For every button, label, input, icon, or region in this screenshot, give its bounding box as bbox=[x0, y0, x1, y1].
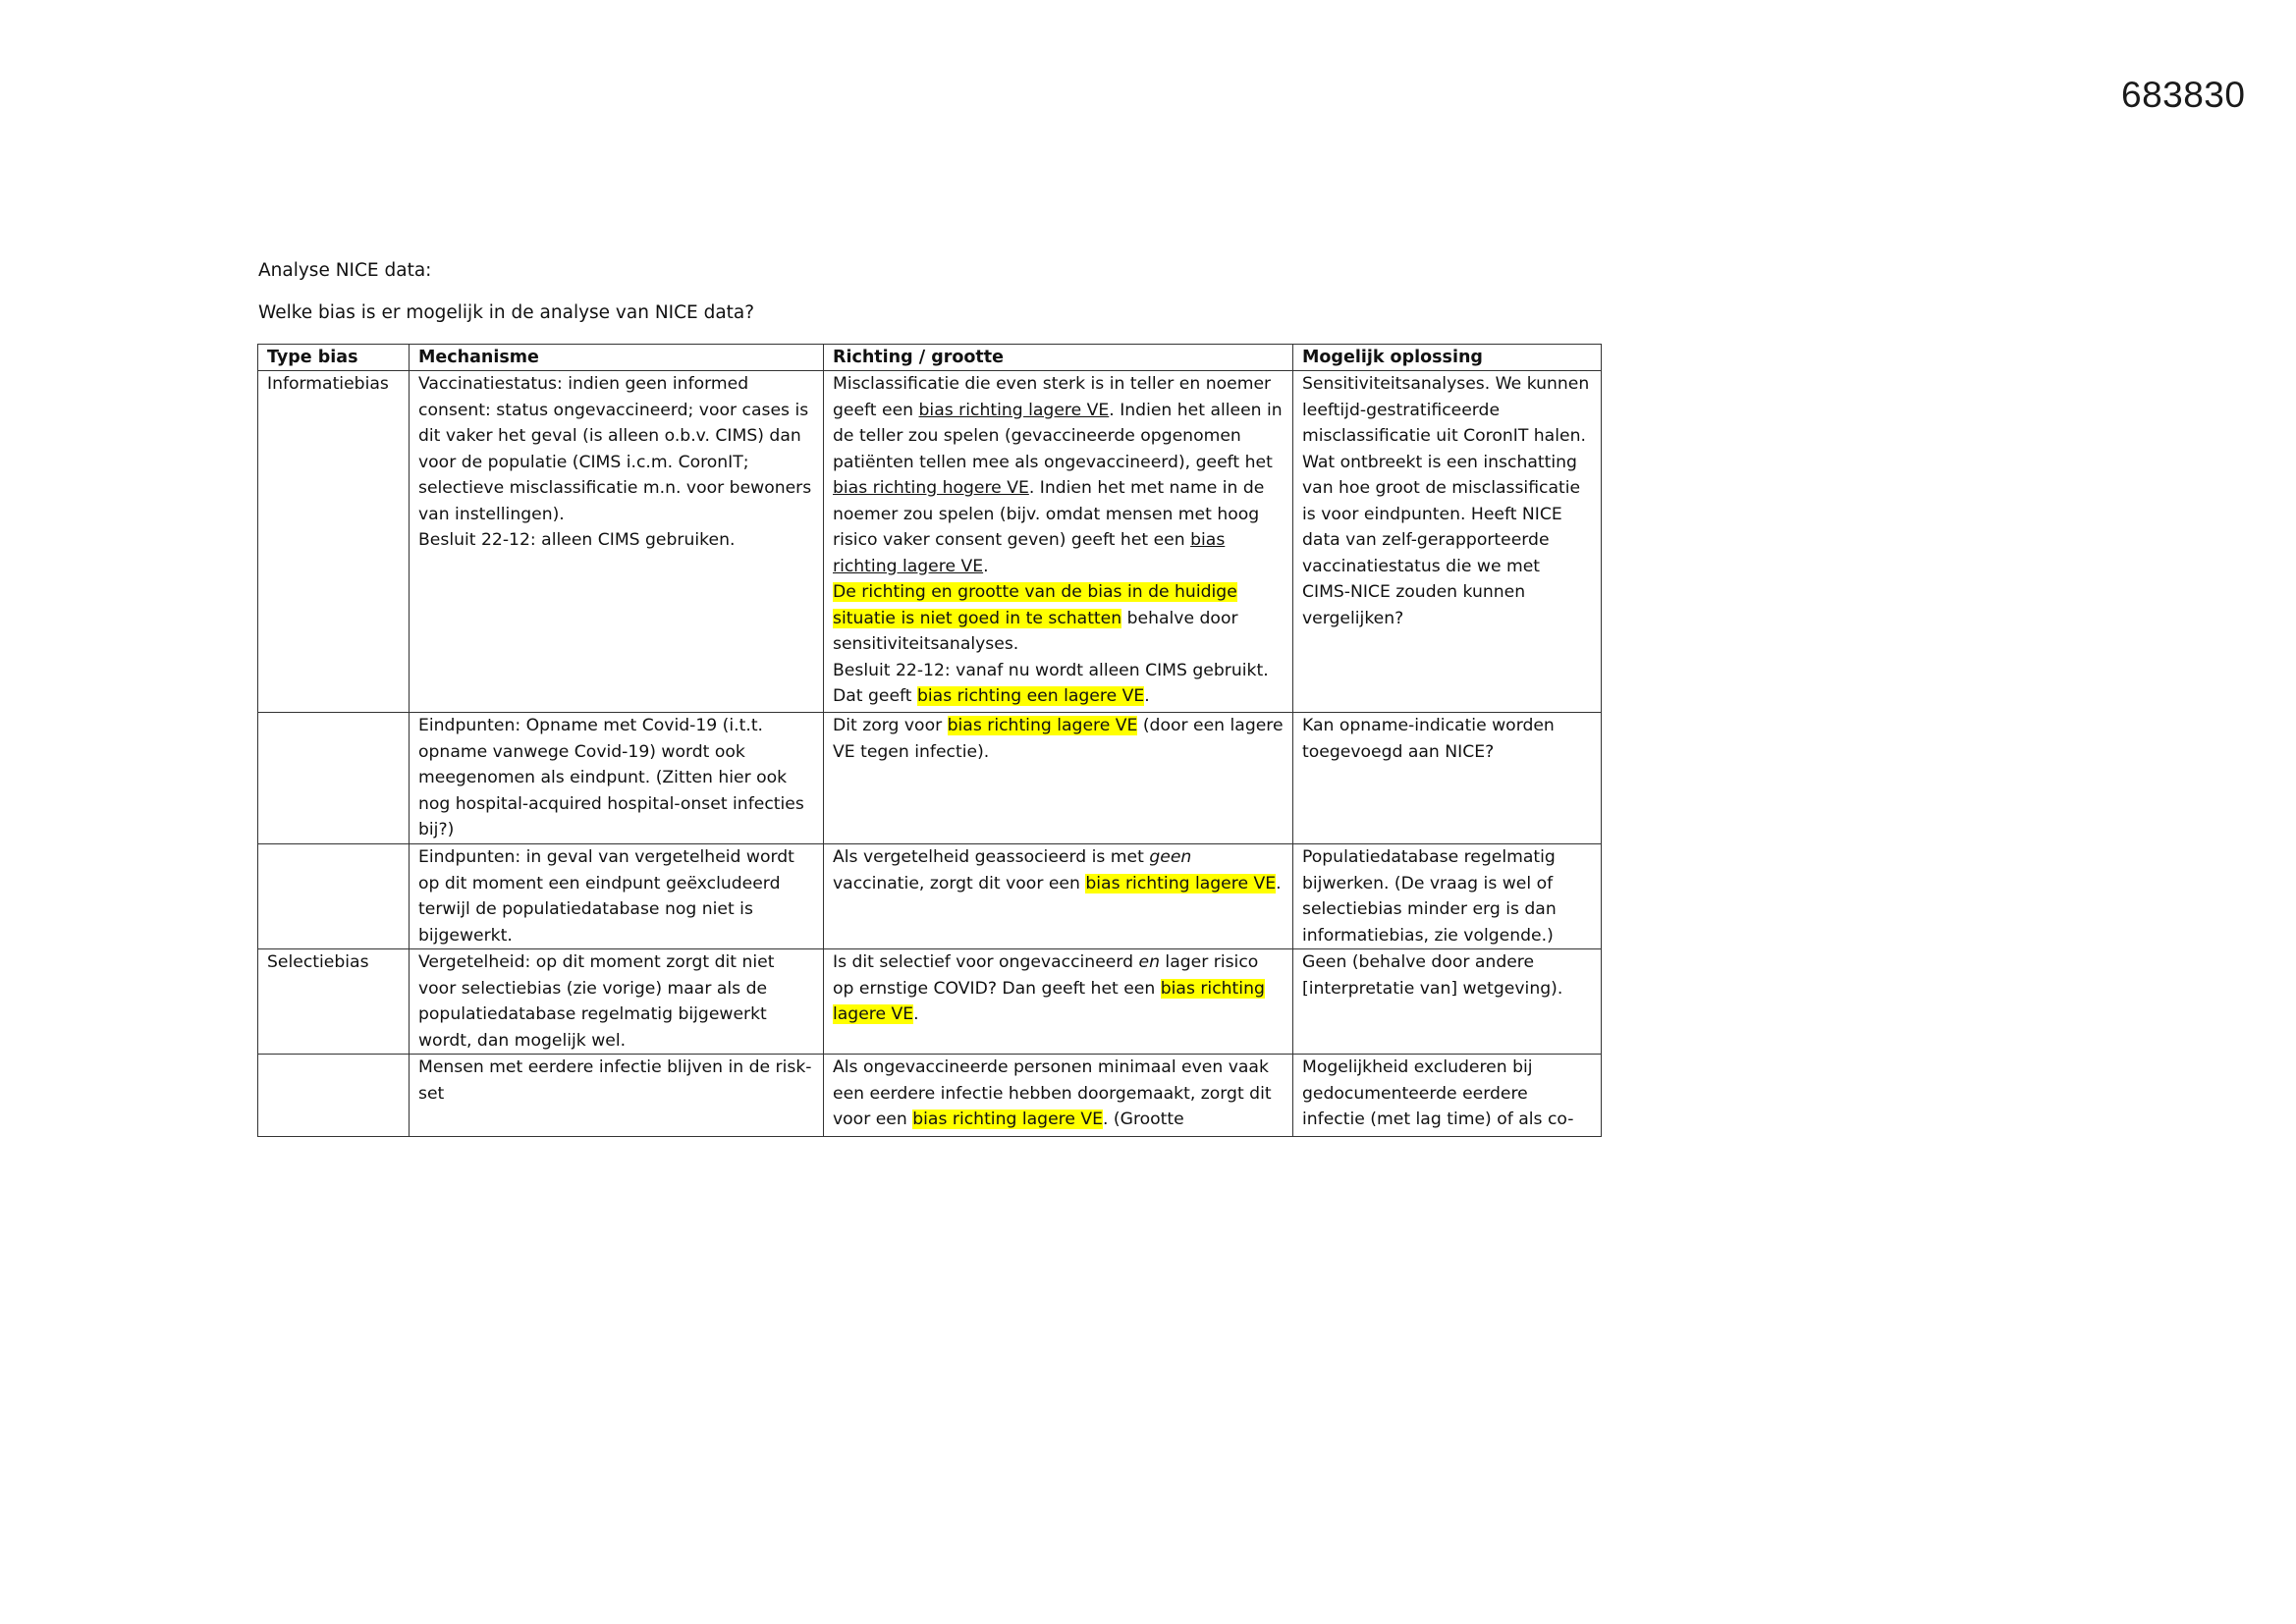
document-id: 683830 bbox=[2121, 75, 2246, 115]
solution-cell: Populatiedatabase regelmatig bijwerken. (De vraag is wel of selectiebias minder erg is dan informatiebias, zie volgende.) bbox=[1293, 844, 1602, 949]
direction-text: Dit zorg voor bbox=[833, 716, 948, 735]
solution-cell: Mogelijkheid excluderen bij gedocumenteerde eerdere infectie (met lag time) of als co- bbox=[1293, 1055, 1602, 1137]
direction-cell bbox=[824, 371, 1293, 713]
table-header-row bbox=[258, 345, 1602, 371]
direction-text: . (Grootte bbox=[1103, 1110, 1184, 1129]
direction-text: Misclassificatie die even sterk is in teller en noemer geeft een bbox=[833, 374, 1272, 420]
table-row bbox=[258, 949, 1602, 1055]
direction-text: (door een lagere VE tegen infectie). bbox=[833, 716, 1284, 762]
mechanism-cell: Mensen met eerdere infectie blijven in de risk-set bbox=[410, 1055, 824, 1137]
header-direction: Richting / grootte bbox=[824, 345, 1293, 371]
solution-cell: Geen (behalve door andere [interpretatie van] wetgeving). bbox=[1293, 949, 1602, 1055]
direction-cell bbox=[824, 1055, 1293, 1137]
direction-text: Is dit selectief voor ongevaccineerd bbox=[833, 952, 1139, 972]
direction-cell bbox=[824, 713, 1293, 844]
direction-paragraph bbox=[833, 579, 1284, 658]
highlighted-text: bias richting lagere VE bbox=[912, 1110, 1103, 1129]
header-solution: Mogelijk oplossing bbox=[1293, 345, 1602, 371]
table-row bbox=[258, 844, 1602, 949]
table-row bbox=[258, 371, 1602, 713]
highlighted-text: bias richting lagere VE bbox=[833, 978, 1265, 1024]
direction-paragraph bbox=[833, 371, 1284, 579]
italic-text: geen bbox=[1149, 847, 1192, 867]
mechanism-cell: Eindpunten: Opname met Covid-19 (i.t.t. opname vanwege Covid-19) wordt ook meegenomen als eindpunt. (Zitten hier ook nog hospital-acquired hospital-onset infecties bij?) bbox=[410, 713, 824, 844]
direction-cell bbox=[824, 844, 1293, 949]
mechanism-cell: Eindpunten: in geval van vergetelheid wordt op dit moment een eindpunt geëxcludeerd terwijl de populatiedatabase nog niet is bijgewerkt. bbox=[410, 844, 824, 949]
solution-cell: Kan opname-indicatie worden toegevoegd aan NICE? bbox=[1293, 713, 1602, 844]
direction-emphasis: bias richting lagere VE bbox=[918, 400, 1110, 420]
bias-table bbox=[257, 344, 1602, 1137]
direction-text: Als ongevaccineerde personen minimaal even vaak een eerdere infectie hebben doorgemaakt, zorgt dit voor een bbox=[833, 1057, 1272, 1129]
direction-text: . bbox=[1144, 686, 1150, 706]
table-row bbox=[258, 1055, 1602, 1137]
type-cell bbox=[258, 713, 410, 844]
mechanism-cell: Vergetelheid: op dit moment zorgt dit niet voor selectiebias (zie vorige) maar als de populatiedatabase regelmatig bijgewerkt wordt, dan mogelijk wel. bbox=[410, 949, 824, 1055]
direction-paragraph bbox=[833, 683, 1284, 710]
header-mechanism: Mechanisme bbox=[410, 345, 824, 371]
type-cell: Informatiebias bbox=[258, 371, 410, 713]
header-type-bias: Type bias bbox=[258, 345, 410, 371]
type-cell bbox=[258, 844, 410, 949]
mechanism-decision: Besluit 22-12: alleen CIMS gebruiken. bbox=[418, 530, 736, 550]
direction-text: . Indien het met name in de noemer zou spelen (bijv. omdat mensen met hoog risico vaker consent geven) geeft het een bbox=[833, 478, 1265, 550]
highlighted-text: De richting en grootte van de bias in de huidige situatie is niet goed in te schatten bbox=[833, 582, 1237, 628]
direction-text: . bbox=[983, 556, 989, 576]
direction-emphasis: bias richting hogere VE bbox=[833, 478, 1029, 498]
solution-cell: Sensitiviteitsanalyses. We kunnen leeftijd-gestratificeerde misclassificatie uit CoronIT halen. Wat ontbreekt is een inschatting van hoe groot de misclassificatie is voor eindpunten. Heeft NICE data van zelf-gerapporteerde vaccinatiestatus die we met CIMS-NICE zouden kunnen vergelijken? bbox=[1293, 371, 1602, 713]
direction-emphasis: bias richting lagere VE bbox=[833, 530, 1226, 576]
direction-text: Dat geeft bbox=[833, 686, 917, 706]
direction-cell bbox=[824, 949, 1293, 1055]
italic-text: en bbox=[1138, 952, 1160, 972]
direction-text: vaccinatie, zorgt dit voor een bbox=[833, 873, 1086, 893]
direction-text: Als vergetelheid geassocieerd is met bbox=[833, 847, 1150, 867]
direction-text: . Indien het alleen in de teller zou spelen (gevaccineerde opgenomen patiënten tellen mee als ongevaccineerd), geeft het bbox=[833, 400, 1283, 472]
type-cell: Selectiebias bbox=[258, 949, 410, 1055]
section-heading: Analyse NICE data: bbox=[258, 260, 432, 281]
mechanism-cell bbox=[410, 371, 824, 713]
direction-text: . bbox=[1276, 873, 1282, 893]
highlighted-text: bias richting lagere VE bbox=[1085, 873, 1277, 893]
direction-text: behalve door sensitiviteitsanalyses. bbox=[833, 608, 1238, 654]
direction-text: . bbox=[913, 1004, 919, 1024]
highlighted-text: bias richting een lagere VE bbox=[916, 686, 1145, 706]
table-row bbox=[258, 713, 1602, 844]
direction-text: lager risico op ernstige COVID? Dan geeft het een bbox=[833, 952, 1259, 999]
direction-decision: Besluit 22-12: vanaf nu wordt alleen CIMS gebruikt. bbox=[833, 660, 1269, 680]
type-cell bbox=[258, 1055, 410, 1137]
section-question: Welke bias is er mogelijk in de analyse van NICE data? bbox=[258, 302, 755, 323]
mechanism-text: Vaccinatiestatus: indien geen informed consent: status ongevaccineerd; voor cases is dit vaker het geval (is alleen o.b.v. CIMS) dan voor de populatie (CIMS i.c.m. CoronIT; selectieve misclassificatie m.n. voor bewoners van instellingen). bbox=[418, 374, 812, 524]
highlighted-text: bias richting lagere VE bbox=[947, 716, 1138, 735]
